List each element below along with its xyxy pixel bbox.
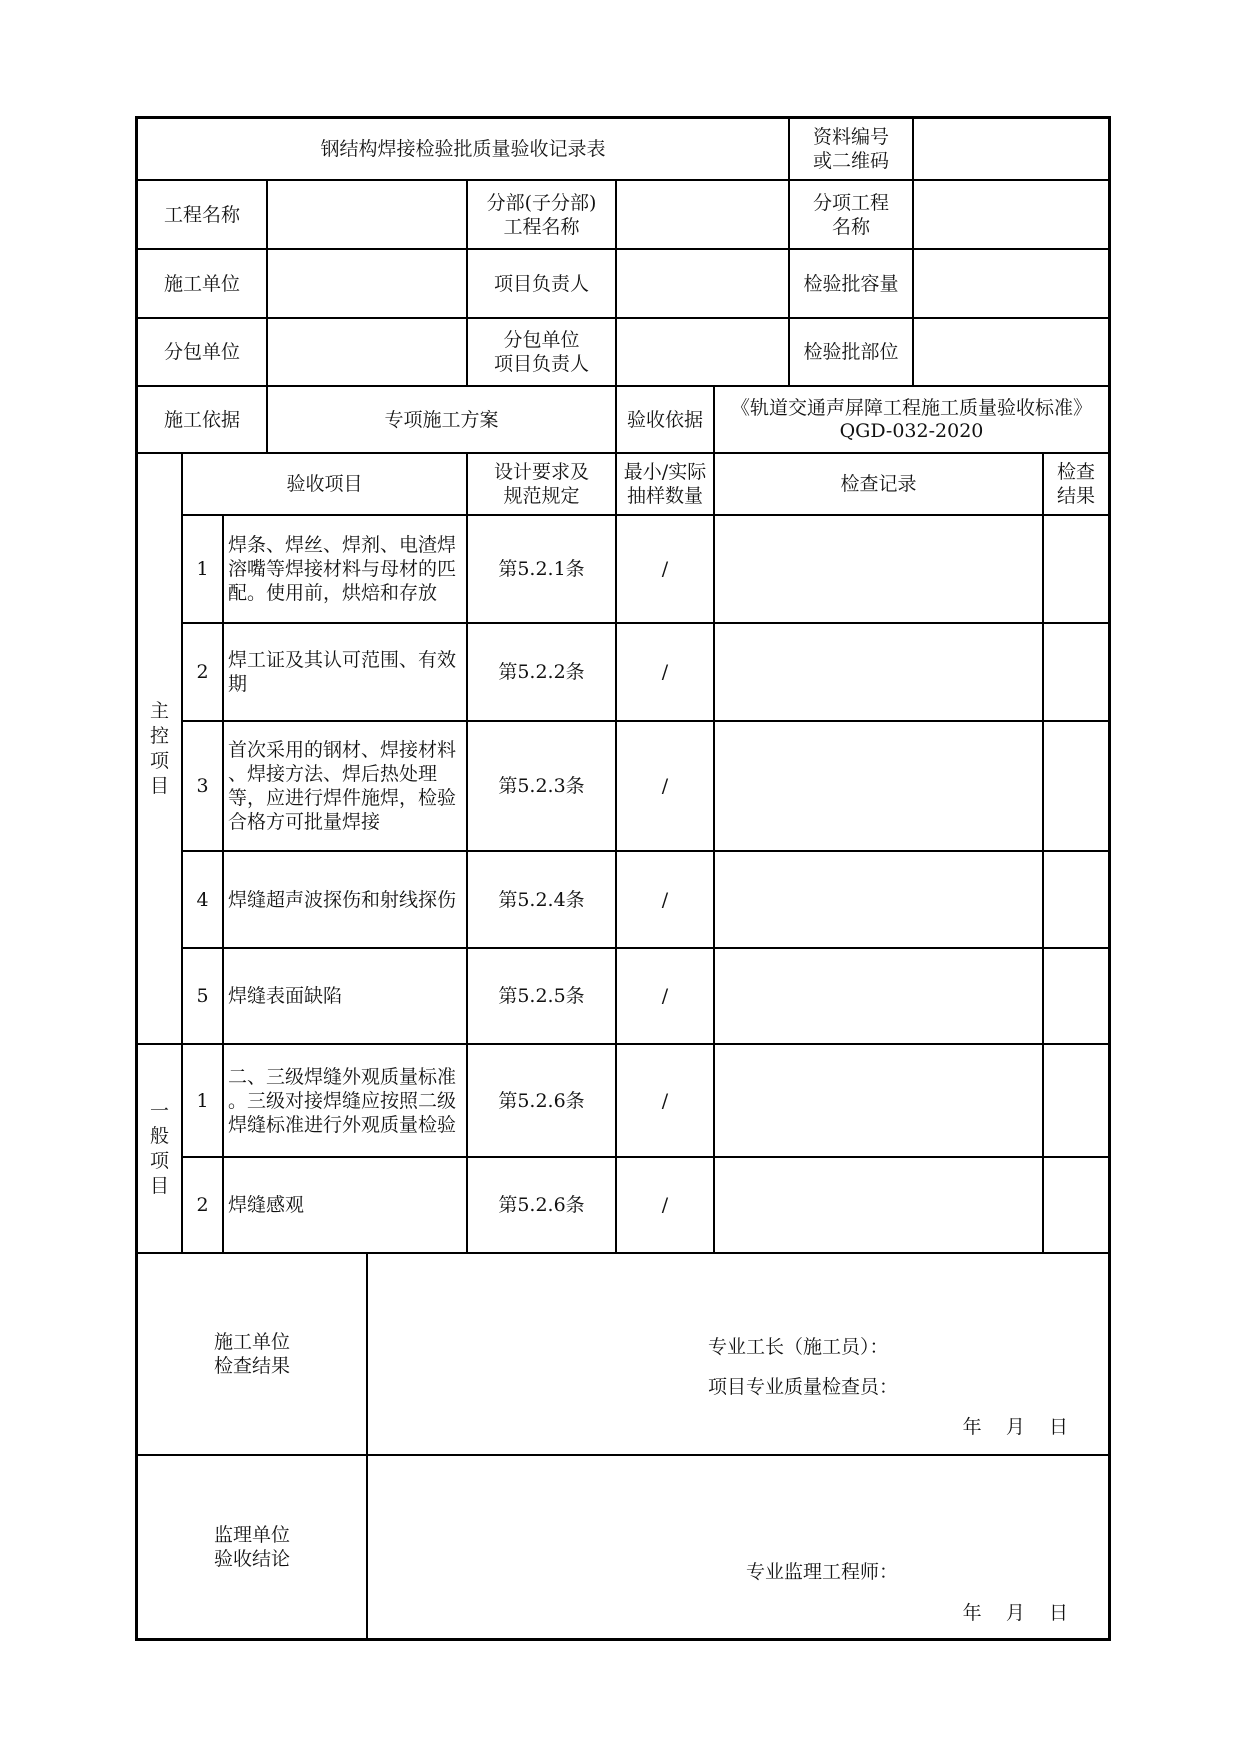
subcontractor-label: 分包单位 bbox=[163, 341, 240, 363]
quality-inspector-signature-label: 项目专业质量检查员： bbox=[708, 1376, 899, 1398]
division-name-label: 分部(子分部) 工程名称 bbox=[486, 191, 597, 238]
supervisor-date: 年 月 日 bbox=[962, 1602, 1068, 1624]
item-description: 焊条、焊丝、焊剂、电渣焊 溶嘴等焊接材料与母材的匹 配。使用前，烘焙和存放 bbox=[228, 534, 457, 604]
sample-quantity: / bbox=[661, 558, 669, 580]
supervising-engineer-signature-label: 专业监理工程师： bbox=[746, 1561, 899, 1583]
item-description: 焊缝超声波探伤和射线探伤 bbox=[228, 888, 457, 911]
batch-location-label: 检验批部位 bbox=[803, 341, 899, 363]
row-number: 1 bbox=[196, 1089, 209, 1112]
form-title: 钢结构焊接检验批质量验收记录表 bbox=[320, 138, 606, 160]
contractor-date: 年 月 日 bbox=[962, 1416, 1068, 1438]
sample-quantity: / bbox=[661, 1194, 669, 1216]
batch-capacity-label: 检验批容量 bbox=[803, 272, 899, 295]
clause-reference: 第5.2.2条 bbox=[498, 661, 585, 683]
clause-reference: 第5.2.6条 bbox=[498, 1089, 585, 1112]
subcontractor-manager-label: 分包单位 项目负责人 bbox=[493, 329, 589, 375]
contractor-label: 施工单位 bbox=[163, 272, 240, 295]
subitem-name-label: 分项工程 名称 bbox=[812, 191, 889, 238]
rule bbox=[713, 452, 715, 1253]
general-items-label: 一 般 项 目 bbox=[149, 1099, 169, 1197]
rule bbox=[912, 179, 914, 385]
item-description: 焊缝感观 bbox=[228, 1194, 305, 1216]
construction-basis-value: 专项施工方案 bbox=[384, 408, 499, 431]
row-number: 4 bbox=[196, 888, 209, 911]
construction-basis-label: 施工依据 bbox=[163, 408, 240, 431]
acceptance-record-form bbox=[135, 116, 1111, 1641]
row-number: 2 bbox=[196, 1194, 209, 1216]
project-manager-label: 项目负责人 bbox=[493, 272, 589, 295]
column-header-sample: 最小/实际 抽样数量 bbox=[623, 461, 707, 507]
project-name-label: 工程名称 bbox=[163, 203, 240, 226]
clause-reference: 第5.2.4条 bbox=[498, 888, 585, 911]
sample-quantity: / bbox=[661, 661, 669, 683]
contractor-check-label: 施工单位 检查结果 bbox=[213, 1331, 290, 1377]
row-number: 2 bbox=[196, 661, 209, 683]
document-code-label: 资料编号 或二维码 bbox=[812, 126, 889, 172]
column-header-record: 检查记录 bbox=[840, 473, 917, 495]
sample-quantity: / bbox=[661, 775, 669, 797]
item-description: 焊工证及其认可范围、有效 期 bbox=[228, 649, 457, 695]
rule bbox=[138, 179, 1108, 181]
item-description: 二、三级焊缝外观质量标准 。三级对接焊缝应按照二级 焊缝标准进行外观质量检验 bbox=[228, 1065, 457, 1136]
rule bbox=[366, 1252, 368, 1638]
column-header-item: 验收项目 bbox=[286, 473, 363, 495]
sample-quantity: / bbox=[661, 985, 669, 1007]
rule bbox=[615, 179, 617, 385]
clause-reference: 第5.2.6条 bbox=[498, 1194, 585, 1216]
row-number: 5 bbox=[196, 985, 209, 1007]
foreman-signature-label: 专业工长（施工员）： bbox=[708, 1336, 889, 1358]
rule bbox=[138, 248, 1108, 250]
clause-reference: 第5.2.1条 bbox=[498, 558, 585, 580]
acceptance-basis-label: 验收依据 bbox=[626, 408, 703, 431]
supervisor-conclusion-label: 监理单位 验收结论 bbox=[213, 1524, 290, 1570]
row-number: 1 bbox=[196, 558, 209, 580]
item-description: 焊缝表面缺陷 bbox=[228, 985, 343, 1007]
sample-quantity: / bbox=[661, 1089, 669, 1112]
column-header-result: 检查 结果 bbox=[1056, 461, 1095, 507]
clause-reference: 第5.2.5条 bbox=[498, 985, 585, 1007]
acceptance-basis-value: 《轨道交通声屏障工程施工质量验收标准》 QGD-032-2020 bbox=[730, 396, 1092, 442]
rule bbox=[1042, 452, 1044, 1253]
rule bbox=[138, 317, 1108, 319]
row-number: 3 bbox=[196, 775, 209, 797]
item-description: 首次采用的钢材、焊接材料 、焊接方法、焊后热处理 等，应进行焊件施焊，检验 合格方可批量焊接 bbox=[228, 739, 457, 833]
sample-quantity: / bbox=[661, 888, 669, 911]
rule bbox=[912, 119, 914, 180]
clause-reference: 第5.2.3条 bbox=[498, 775, 585, 797]
main-control-items-label: 主 控 项 目 bbox=[149, 699, 169, 797]
column-header-design: 设计要求及 规范规定 bbox=[493, 461, 589, 507]
